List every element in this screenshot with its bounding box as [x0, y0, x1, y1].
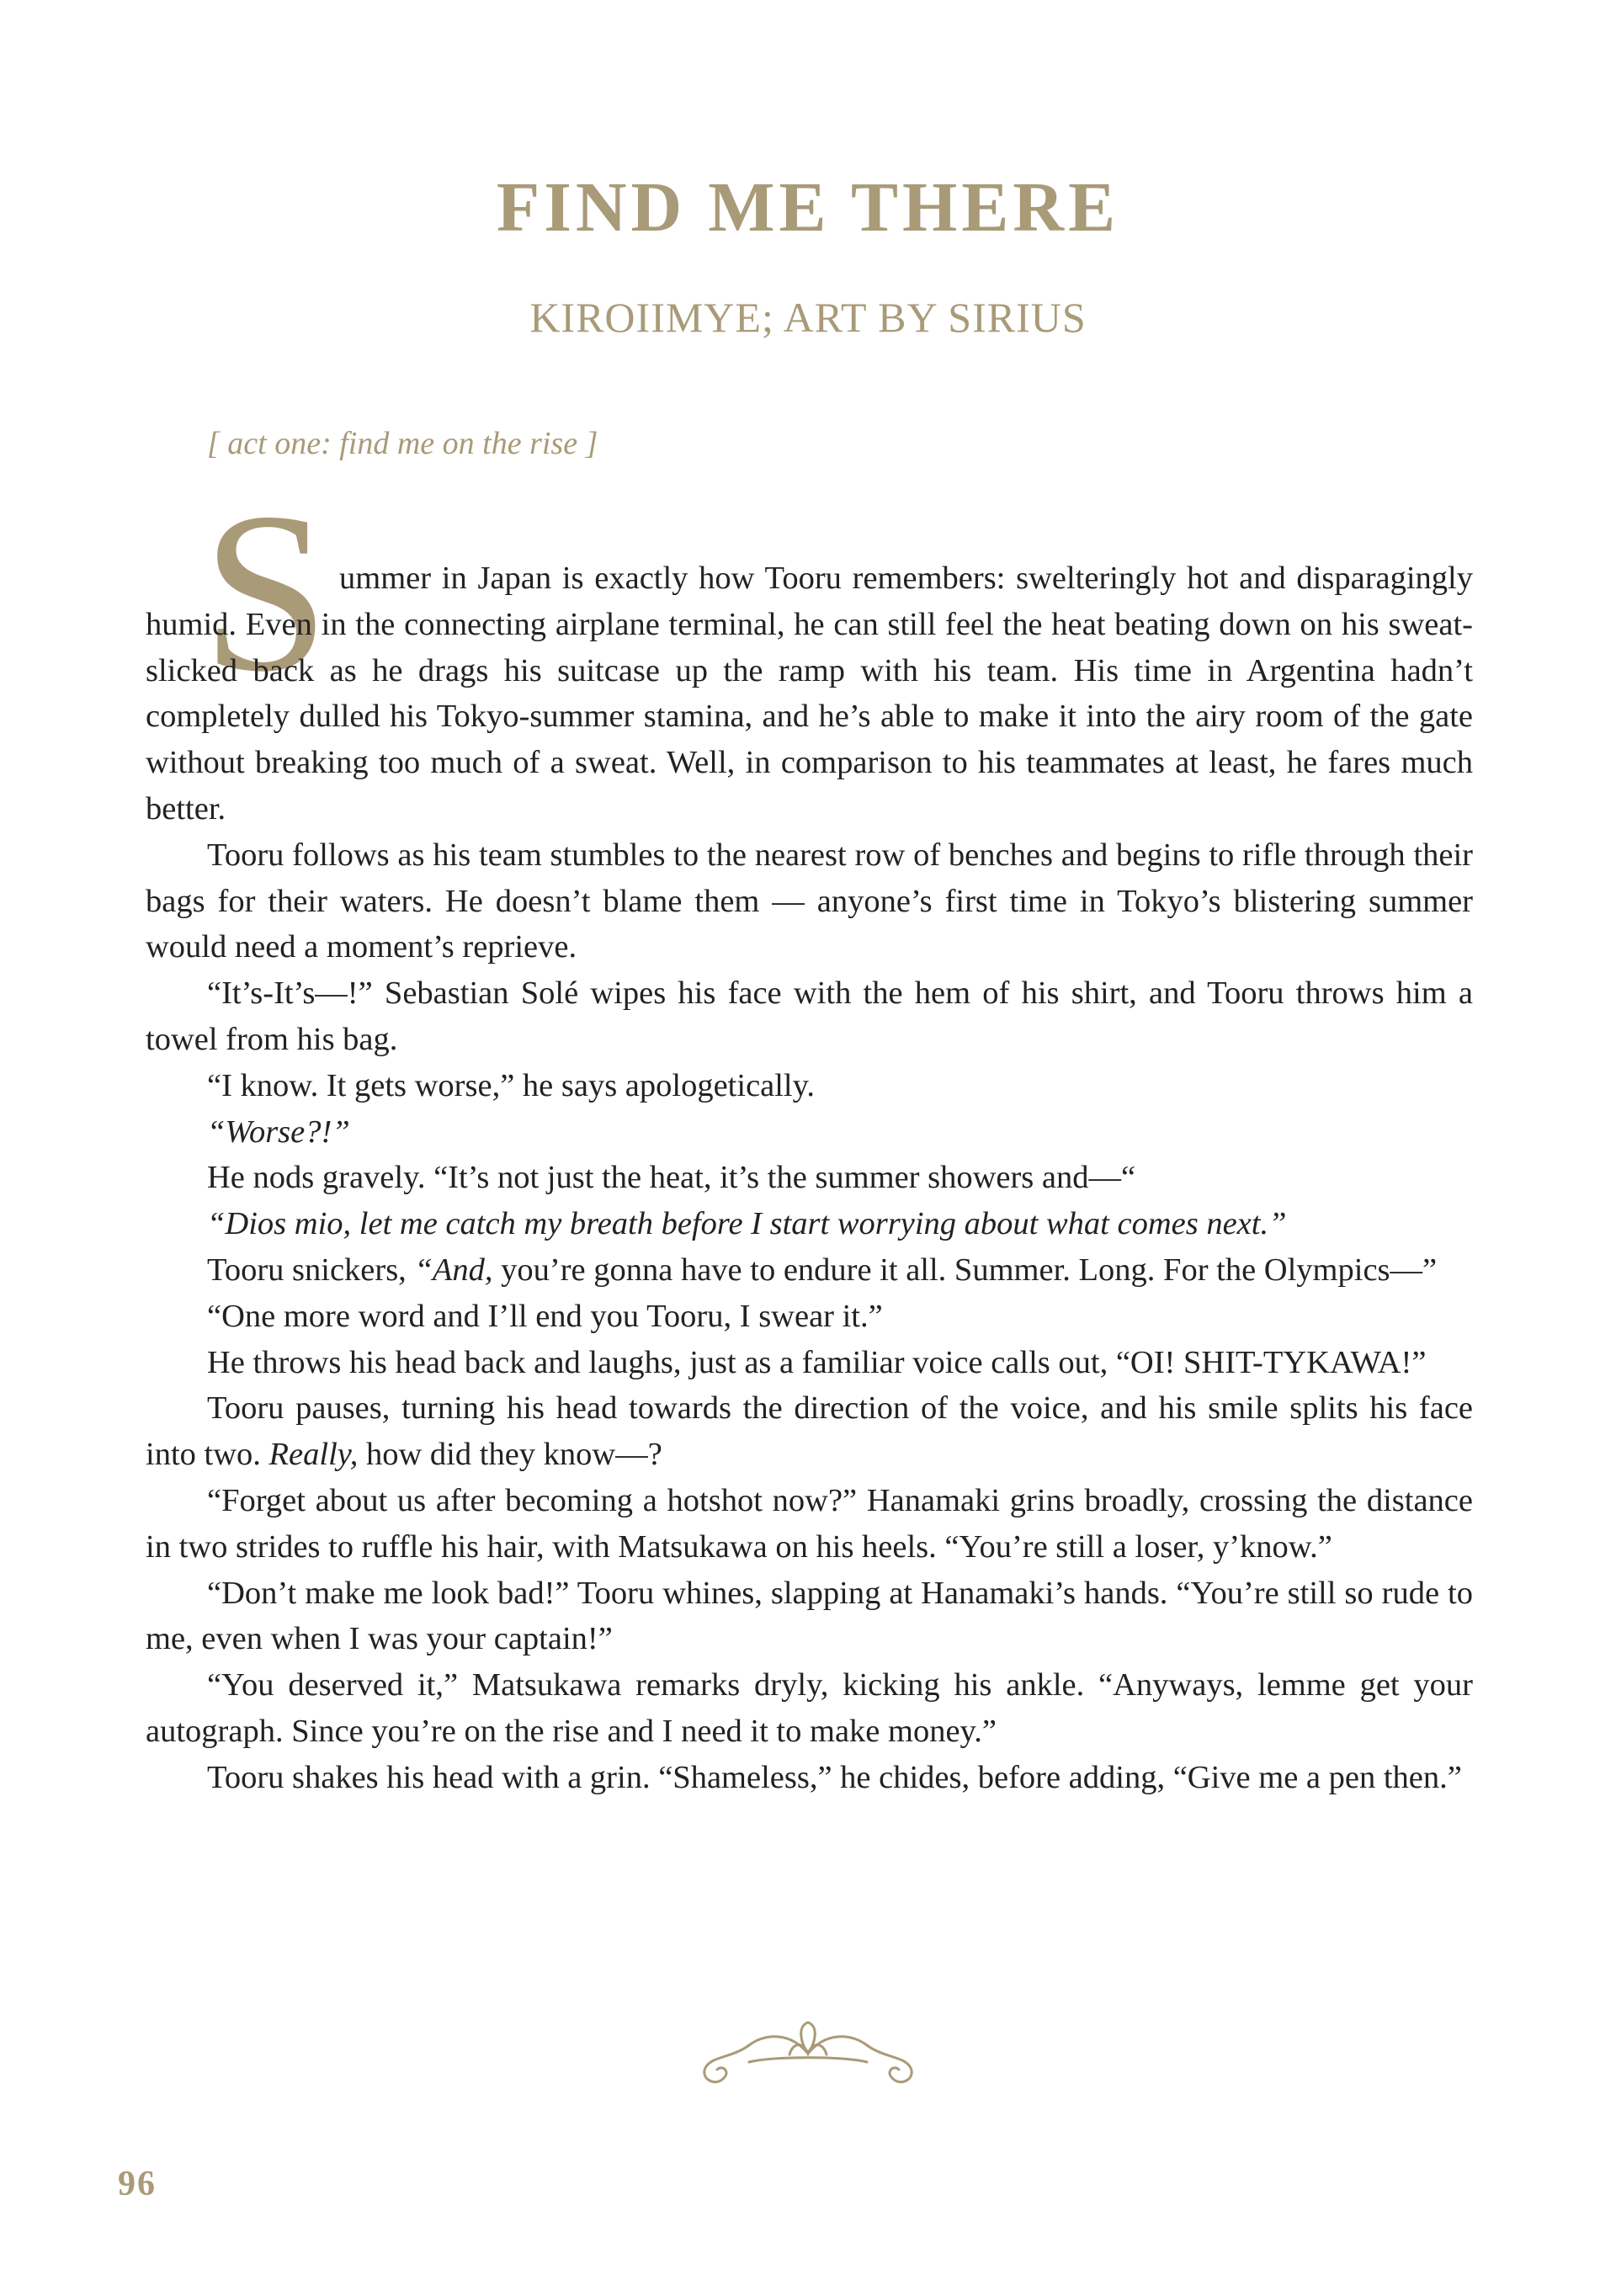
chapter-title: FIND ME THERE: [496, 168, 1120, 247]
paragraph: Tooru pauses, turning his head towards the direction of the voice, and his smile splits his face into two. Really, how did they know—?: [146, 1390, 1473, 1473]
body-text: [146, 555, 1473, 1801]
paragraph: Tooru shakes his head with a grin. “Shameless,” he chides, before adding, “Give me a pen then.”: [207, 1759, 1462, 1795]
paragraph: He nods gravely. “It’s not just the heat, it’s the summer showers and—“: [207, 1160, 1136, 1196]
paragraph: “Dios mio, let me catch my breath before I start worrying about what comes next.”: [207, 1206, 1287, 1242]
paragraph: “One more word and I’ll end you Tooru, I swear it.”: [207, 1298, 883, 1334]
paragraph: “It’s-It’s—!” Sebastian Solé wipes his face with the hem of his shirt, and Tooru throws him a towel from his bag.: [146, 975, 1473, 1057]
paragraph: “Worse?!”: [207, 1113, 350, 1150]
page-number: 96: [118, 2165, 157, 2203]
paragraph: Tooru follows as his team stumbles to the nearest row of benches and begins to rifle through their bags for their waters. He doesn’t blame them — anyone’s first time in Tokyo’s blistering summer would need a moment’s reprieve.: [146, 837, 1473, 965]
paragraph: “You deserved it,” Matsukawa remarks dryly, kicking his ankle. “Anyways, lemme get your autograph. Since you’re on the rise and I need it to make money.”: [146, 1667, 1473, 1749]
drop-cap: S: [202, 465, 330, 719]
paragraph: “Forget about us after becoming a hotshot now?” Hanamaki grins broadly, crossing the distance in two strides to ruffle his hair, with Matsukawa on his heels. “You’re still a loser, y’know.”: [146, 1482, 1473, 1565]
paragraph: He throws his head back and laughs, just as a familiar voice calls out, “OI! SHIT-TYKAWA!”: [207, 1344, 1427, 1380]
author-byline: KIROIIMYE; ART BY SIRIUS: [529, 294, 1087, 341]
paragraph: ummer in Japan is exactly how Tooru remembers: swelteringly hot and disparagingly humid. Even in the connecting airplane terminal, he can still feel the heat beating down on his sweat-slicked back as he drags his suitcase up the ramp with his team. His time in Argentina hadn’t completely dulled his Tokyo-summer stamina, and he’s able to make it into the airy room of the gate without breaking too much of a sweat. Well, in comparison to his teammates at least, he fares much better.: [146, 561, 1473, 826]
paragraph: Tooru snickers, “And, you’re gonna have to endure it all. Summer. Long. For the Olympics—”: [207, 1252, 1438, 1288]
paragraph: “Don’t make me look bad!” Tooru whines, slapping at Hanamaki’s hands. “You’re still so rude to me, even when I was your captain!”: [146, 1575, 1473, 1657]
flourish-divider-icon: [699, 2016, 917, 2091]
section-heading: [ act one: find me on the rise ]: [207, 426, 598, 461]
paragraph: “I know. It gets worse,” he says apologetically.: [207, 1067, 816, 1103]
